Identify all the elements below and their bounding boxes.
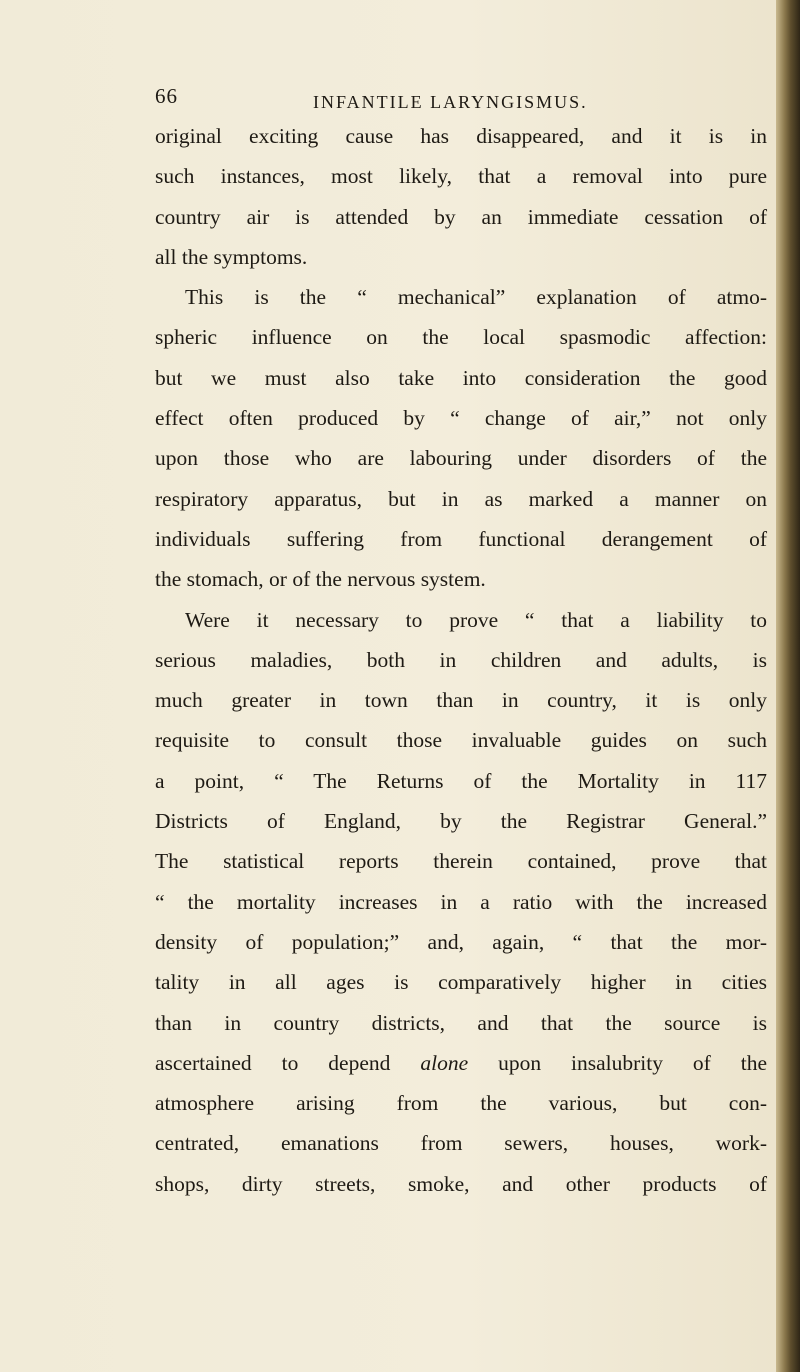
text-line: serious maladies, both in children and adults, is [155, 647, 767, 672]
text-line: Districts of England, by the Registrar General.” [155, 809, 767, 834]
text-line: spheric influence on the local spasmodic affection: [155, 325, 767, 350]
text-line: such instances, most likely, that a removal into pure [155, 164, 767, 189]
text-line: respiratory apparatus, but in as marked a manner on [155, 486, 767, 511]
text-line: a point, “ The Returns of the Mortality in 117 [155, 768, 767, 793]
text-line: upon those who are labouring under disorders of the [155, 446, 767, 471]
text-line: than in country districts, and that the source is [155, 1010, 767, 1035]
text-line: individuals suffering from functional derangement of [155, 526, 767, 551]
text-line: density of population;” and, again, “ that the mor- [155, 929, 767, 954]
book-spine-edge [776, 0, 800, 1372]
text-line: shops, dirty streets, smoke, and other products of [155, 1171, 767, 1196]
text-line: country air is attended by an immediate cessation of [155, 204, 767, 229]
text-line: tality in all ages is comparatively higher in cities [155, 970, 767, 995]
text-segment: upon insalubrity of the [498, 1050, 768, 1075]
text-line: atmosphere arising from the various, but con- [155, 1091, 767, 1116]
text-segment: ascertained to depend [155, 1050, 391, 1075]
emphasis-alone: alone [420, 1050, 469, 1075]
text-line: much greater in town than in country, it is only [155, 688, 767, 713]
text-line: This is the “ mechanical” explanation of atmo- [185, 285, 767, 310]
text-line: but we must also take into consideration the good [155, 365, 767, 390]
text-line: all the symptoms. [155, 244, 308, 269]
text-line: effect often produced by “ change of air,” not only [155, 406, 767, 431]
text-line: requisite to consult those invaluable guides on such [155, 728, 767, 753]
text-line: “ the mortality increases in a ratio with the increased [155, 889, 767, 914]
text-line: original exciting cause has disappeared, and it is in [155, 124, 767, 148]
text-line: the stomach, or of the nervous system. [155, 567, 486, 592]
text-line: centrated, emanations from sewers, houses, work- [155, 1131, 767, 1156]
body-text [155, 116, 767, 1204]
running-head: INFANTILE LARYNGISMUS. [313, 92, 588, 112]
page-number: 66 [155, 84, 178, 108]
text-line: The statistical reports therein contained, prove that [155, 849, 767, 874]
text-line-with-emphasis [155, 1043, 767, 1083]
text-line: Were it necessary to prove “ that a liability to [185, 607, 767, 632]
